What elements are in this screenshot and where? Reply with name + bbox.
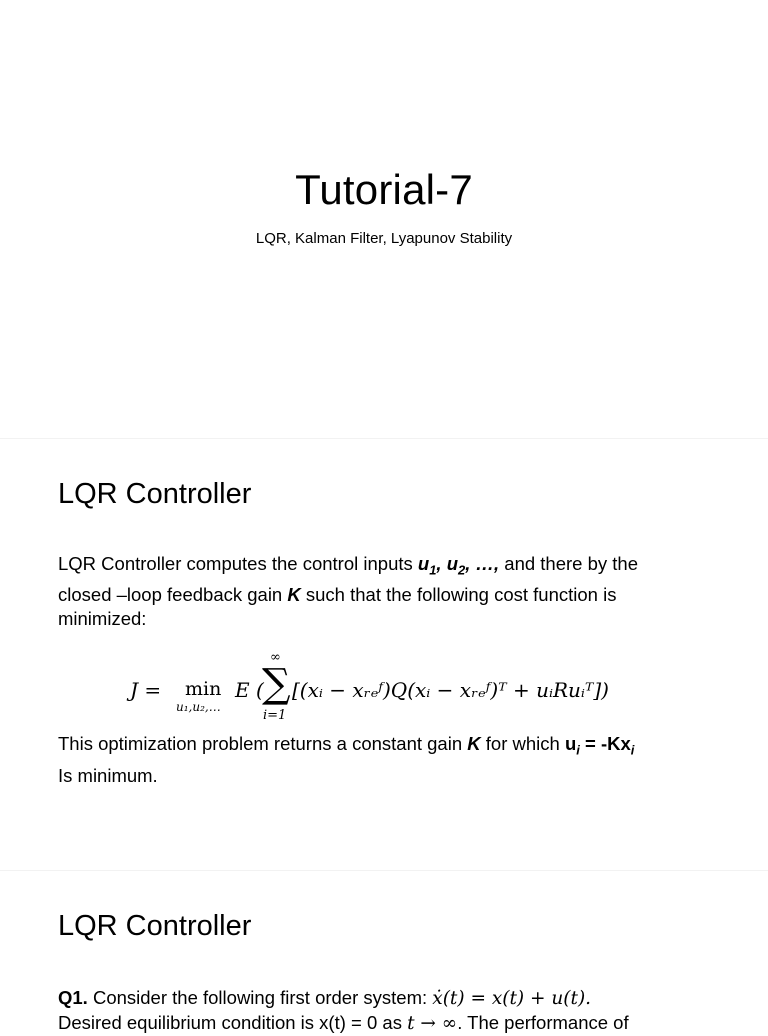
result-line-2: Is minimum. — [58, 765, 158, 786]
eq-j: J = — [130, 678, 162, 702]
slide-divider — [0, 438, 768, 439]
eq-expectation: E ( — [235, 678, 264, 702]
intro-paragraph — [58, 552, 718, 631]
eq-sum-lower: i=1 — [263, 708, 287, 723]
question-1 — [58, 986, 758, 1036]
intro-line-3: minimized: — [58, 607, 147, 629]
slide-divider-2 — [0, 870, 768, 871]
section-heading-lqr: LQR Controller — [58, 478, 252, 510]
section-heading-lqr-2: LQR Controller — [58, 910, 252, 942]
slide-subtitle: LQR, Kalman Filter, Lyapunov Stability — [255, 230, 513, 247]
intro-line-2: closed –loop feedback gain K such that the following cost function is — [58, 583, 617, 605]
question-line-1: Q1. Consider the following first order system: ẋ(t) = x(t) + u(t). — [58, 987, 592, 1009]
result-line-1: This optimization problem returns a constant gain K for which $u_i = -Kx_i$ — [58, 733, 635, 758]
eq-sum-upper: ∞ — [270, 650, 281, 665]
slide-title: Tutorial-7 — [295, 166, 473, 213]
eq-sigma: ∑ — [262, 661, 291, 707]
eq-min-sub: u₁,u₂,… — [176, 700, 221, 714]
eq-min: min — [185, 678, 222, 700]
question-line-2: Desired equilibrium condition is x(t) = 0 as t → ∞. The performance of — [58, 1012, 629, 1034]
cost-function-equation — [130, 648, 690, 728]
eq-body: [(xᵢ − xᵣₑᶠ)Q(xᵢ − xᵣₑᶠ)ᵀ + uᵢRuᵢᵀ]) — [292, 678, 609, 702]
intro-line-1: LQR Controller computes the control inputs $u_1$, $u_2$, …, and there by the — [58, 553, 638, 578]
